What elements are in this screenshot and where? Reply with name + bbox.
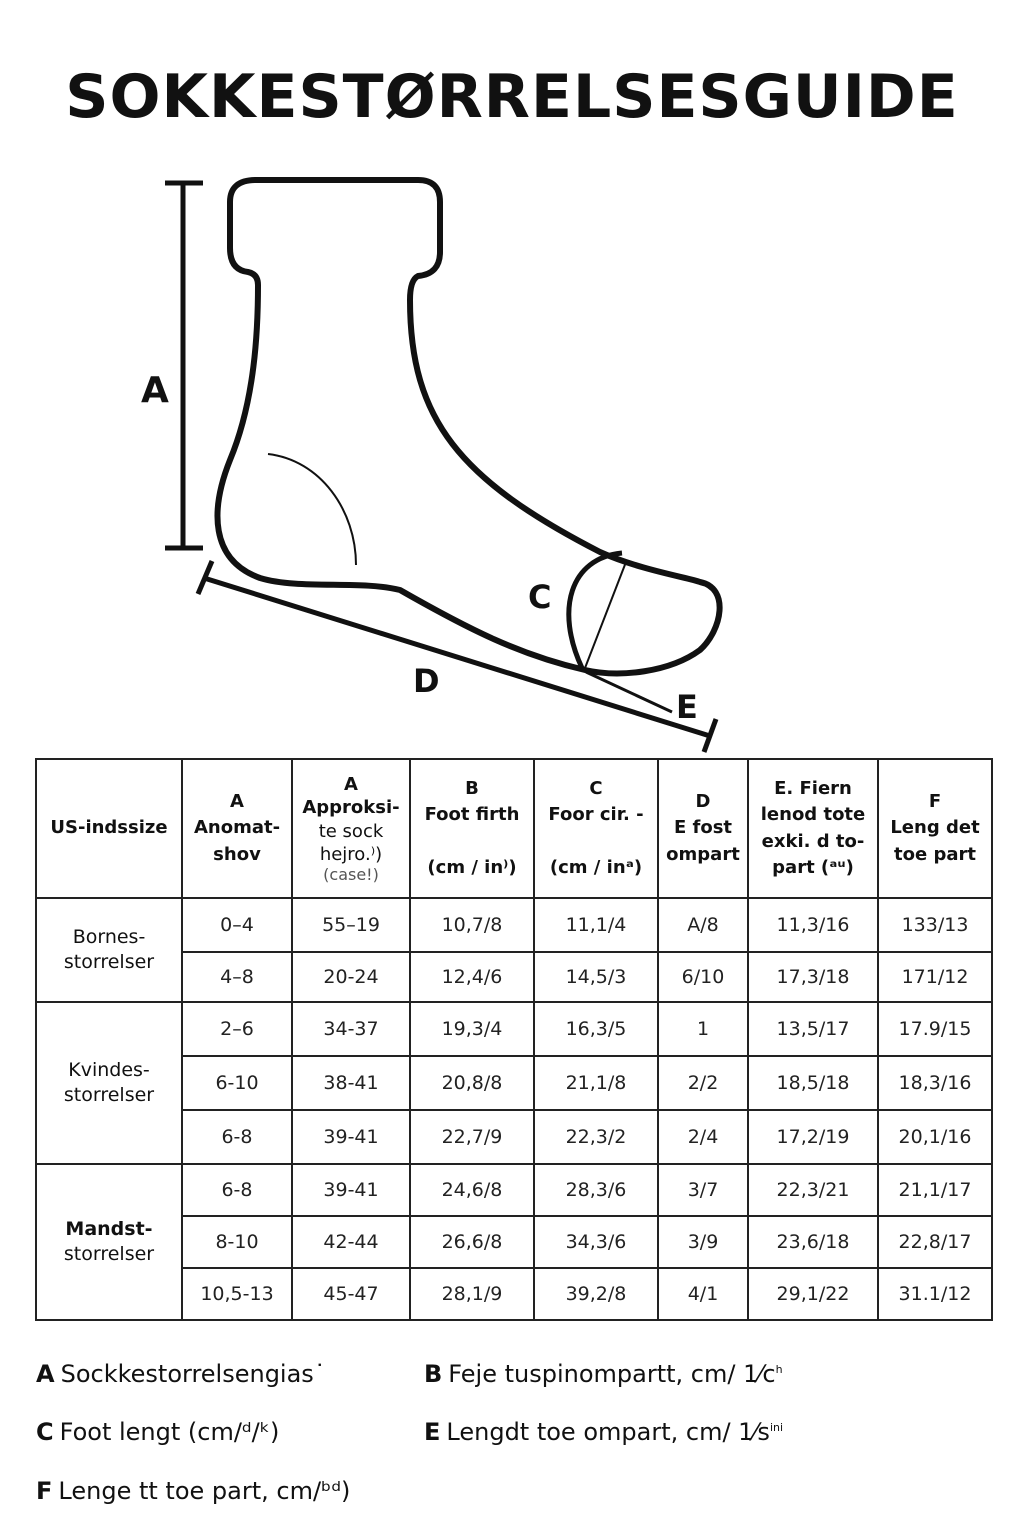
- cell: 29,1/22: [748, 1268, 878, 1320]
- cell: 3/7: [658, 1164, 748, 1216]
- cell: 45-47: [292, 1268, 410, 1320]
- cell: 21,1/17: [878, 1164, 992, 1216]
- cell: 22,7/9: [410, 1110, 534, 1164]
- cell: 23,6/18: [748, 1216, 878, 1268]
- cell: 55–19: [292, 898, 410, 952]
- cell: 20,1/16: [878, 1110, 992, 1164]
- cell: 26,6/8: [410, 1216, 534, 1268]
- cell: 18,5/18: [748, 1056, 878, 1110]
- cell: 10,7/8: [410, 898, 534, 952]
- cell: 28,1/9: [410, 1268, 534, 1320]
- cell: A/8: [658, 898, 748, 952]
- header-col1: A Anomat- shov: [182, 759, 292, 898]
- toe-section: [569, 553, 622, 668]
- header-col6: E. Fiern lenod tote exki. d to- part (ᵃᵘ): [748, 759, 878, 898]
- cell: 8-10: [182, 1216, 292, 1268]
- header-col3: B Foot firth (cm / in⁾): [410, 759, 534, 898]
- cell: 2/2: [658, 1056, 748, 1110]
- cell: 3/9: [658, 1216, 748, 1268]
- table-header-row: [36, 759, 992, 898]
- cell: 19,3/4: [410, 1002, 534, 1056]
- header-size: US-indssize: [36, 759, 182, 898]
- cell: 22,3/2: [534, 1110, 658, 1164]
- cell: 11,3/16: [748, 898, 878, 952]
- cell: 17,3/18: [748, 952, 878, 1002]
- label-e: E: [676, 688, 698, 726]
- header-col2: A Approksi- te sock hejro.⁾) (case!): [292, 759, 410, 898]
- legend-f: F Lenge tt toe part, cm/ᵇᵈ): [36, 1477, 351, 1505]
- cell: 39,2/8: [534, 1268, 658, 1320]
- dimension-e-line: [586, 672, 672, 712]
- cell: 6-10: [182, 1056, 292, 1110]
- cell: 6-8: [182, 1110, 292, 1164]
- cell: 34,3/6: [534, 1216, 658, 1268]
- cell: 20,8/8: [410, 1056, 534, 1110]
- sock-diagram: [0, 0, 1024, 760]
- legend-e: E Lengdt toe ompart, cm/ $1⁄s^{ini}$: [424, 1418, 784, 1446]
- cell: 4–8: [182, 952, 292, 1002]
- cell: 6/10: [658, 952, 748, 1002]
- cell: 6-8: [182, 1164, 292, 1216]
- cell: 171/12: [878, 952, 992, 1002]
- legend-b: B Feje tuspinompartt, cm/ $1⁄c^h$: [424, 1360, 783, 1388]
- header-col7: F Leng det toe part: [878, 759, 992, 898]
- table-row: [36, 1002, 992, 1056]
- cell: 20-24: [292, 952, 410, 1002]
- cell: 39-41: [292, 1164, 410, 1216]
- header-col4: C Foor cir. - (cm / inᵃ): [534, 759, 658, 898]
- cell: 18,3/16: [878, 1056, 992, 1110]
- dimension-d-line: [204, 578, 710, 736]
- cell: 24,6/8: [410, 1164, 534, 1216]
- cell: 14,5/3: [534, 952, 658, 1002]
- table-row: [36, 1164, 992, 1216]
- cell: 42-44: [292, 1216, 410, 1268]
- cell: 17,2/19: [748, 1110, 878, 1164]
- header-col5: D E fost ompart: [658, 759, 748, 898]
- cell: 2–6: [182, 1002, 292, 1056]
- cell: 34-37: [292, 1002, 410, 1056]
- group-men: Mandst- storrelser: [36, 1164, 182, 1320]
- cell: 11,1/4: [534, 898, 658, 952]
- cell: 10,5-13: [182, 1268, 292, 1320]
- page-title: SOKKESTØRRELSESGUIDE: [65, 62, 959, 132]
- group-women: Kvindes- storrelser: [36, 1002, 182, 1164]
- cell: 21,1/8: [534, 1056, 658, 1110]
- cell: 4/1: [658, 1268, 748, 1320]
- cell: 28,3/6: [534, 1164, 658, 1216]
- size-table: [35, 758, 993, 1321]
- cell: 39-41: [292, 1110, 410, 1164]
- cell: 1: [658, 1002, 748, 1056]
- cell: 13,5/17: [748, 1002, 878, 1056]
- label-a: A: [141, 370, 169, 411]
- cell: 133/13: [878, 898, 992, 952]
- cell: 17.9/15: [878, 1002, 992, 1056]
- cell: 2/4: [658, 1110, 748, 1164]
- label-c: C: [528, 578, 552, 616]
- cell: 0–4: [182, 898, 292, 952]
- toe-diagonal: [585, 562, 626, 668]
- legend-c: C Foot lengt (cm/ᵈ/ᵏ): [36, 1418, 280, 1446]
- table-row: [36, 898, 992, 952]
- cell: 16,3/5: [534, 1002, 658, 1056]
- legend-a: A Sockkestorrelsengias˙: [36, 1360, 326, 1388]
- label-d: D: [413, 662, 440, 700]
- sock-outline: [218, 180, 720, 673]
- cell: 31.1/12: [878, 1268, 992, 1320]
- heel-curve: [268, 454, 356, 565]
- cell: 12,4/6: [410, 952, 534, 1002]
- cell: 22,8/17: [878, 1216, 992, 1268]
- cell: 38-41: [292, 1056, 410, 1110]
- cell: 22,3/21: [748, 1164, 878, 1216]
- group-children: Bornes- storrelser: [36, 898, 182, 1002]
